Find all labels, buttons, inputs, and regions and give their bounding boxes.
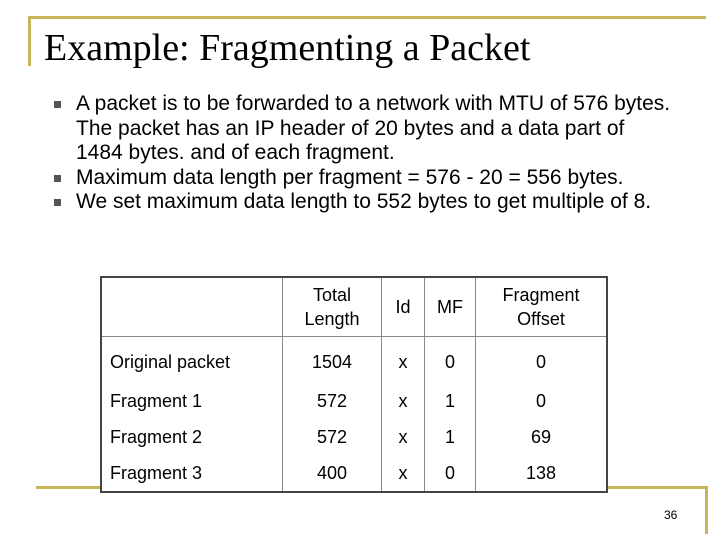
table-row — [101, 455, 607, 492]
frame-left-line — [28, 16, 31, 66]
total-length-cell: 572 — [283, 383, 382, 419]
table-row — [101, 337, 607, 384]
row-label: Original packet — [110, 351, 231, 372]
table-header-fragment-offset: Fragment Offset — [476, 277, 608, 337]
table-header-row — [101, 277, 607, 337]
id-cell: x — [382, 455, 425, 492]
frame-right-line — [705, 486, 708, 534]
bullet-text: We set maximum data length to 552 bytes to get multiple of 8. — [76, 190, 652, 213]
frame-top-line — [28, 16, 706, 19]
fragment-offset-cell: 138 — [476, 455, 608, 492]
total-length-cell: 572 — [283, 419, 382, 455]
table-header-blank — [101, 277, 283, 337]
page-number: 36 — [664, 508, 678, 522]
row-label: Fragment 3 — [110, 462, 203, 483]
id-cell: x — [382, 337, 425, 384]
square-bullet-icon — [54, 199, 61, 206]
table-header-id: Id — [382, 277, 425, 337]
bullet-item — [52, 190, 672, 215]
table-row — [101, 383, 607, 419]
mf-cell: 1 — [425, 419, 476, 455]
mf-cell: 0 — [425, 455, 476, 492]
fragment-offset-cell: 0 — [476, 383, 608, 419]
bullet-text: A packet is to be forwarded to a network with MTU of 576 bytes. The packet has an IP header of 20 bytes and a data part of 1484 bytes. and of each fragment. — [76, 92, 671, 164]
bullet-item — [52, 92, 672, 166]
square-bullet-icon — [54, 175, 61, 182]
fragment-offset-cell: 69 — [476, 419, 608, 455]
row-label: Fragment 2 — [110, 426, 203, 447]
total-length-cell: 1504 — [283, 337, 382, 384]
slide-title: Example: Fragmenting a Packet — [44, 27, 531, 69]
total-length-cell: 400 — [283, 455, 382, 492]
bullet-text: Maximum data length per fragment = 576 - 20 = 556 bytes. — [76, 165, 624, 189]
fragment-offset-cell: 0 — [476, 337, 608, 384]
row-label: Fragment 1 — [110, 390, 203, 411]
bullet-item — [52, 166, 672, 191]
bullet-list — [52, 92, 672, 215]
table-header-mf: MF — [425, 277, 476, 337]
id-cell: x — [382, 419, 425, 455]
mf-cell: 1 — [425, 383, 476, 419]
fragment-table — [100, 276, 608, 493]
mf-cell: 0 — [425, 337, 476, 384]
square-bullet-icon — [54, 101, 61, 108]
table-header-total-length: Total Length — [283, 277, 382, 337]
table-row — [101, 419, 607, 455]
id-cell: x — [382, 383, 425, 419]
